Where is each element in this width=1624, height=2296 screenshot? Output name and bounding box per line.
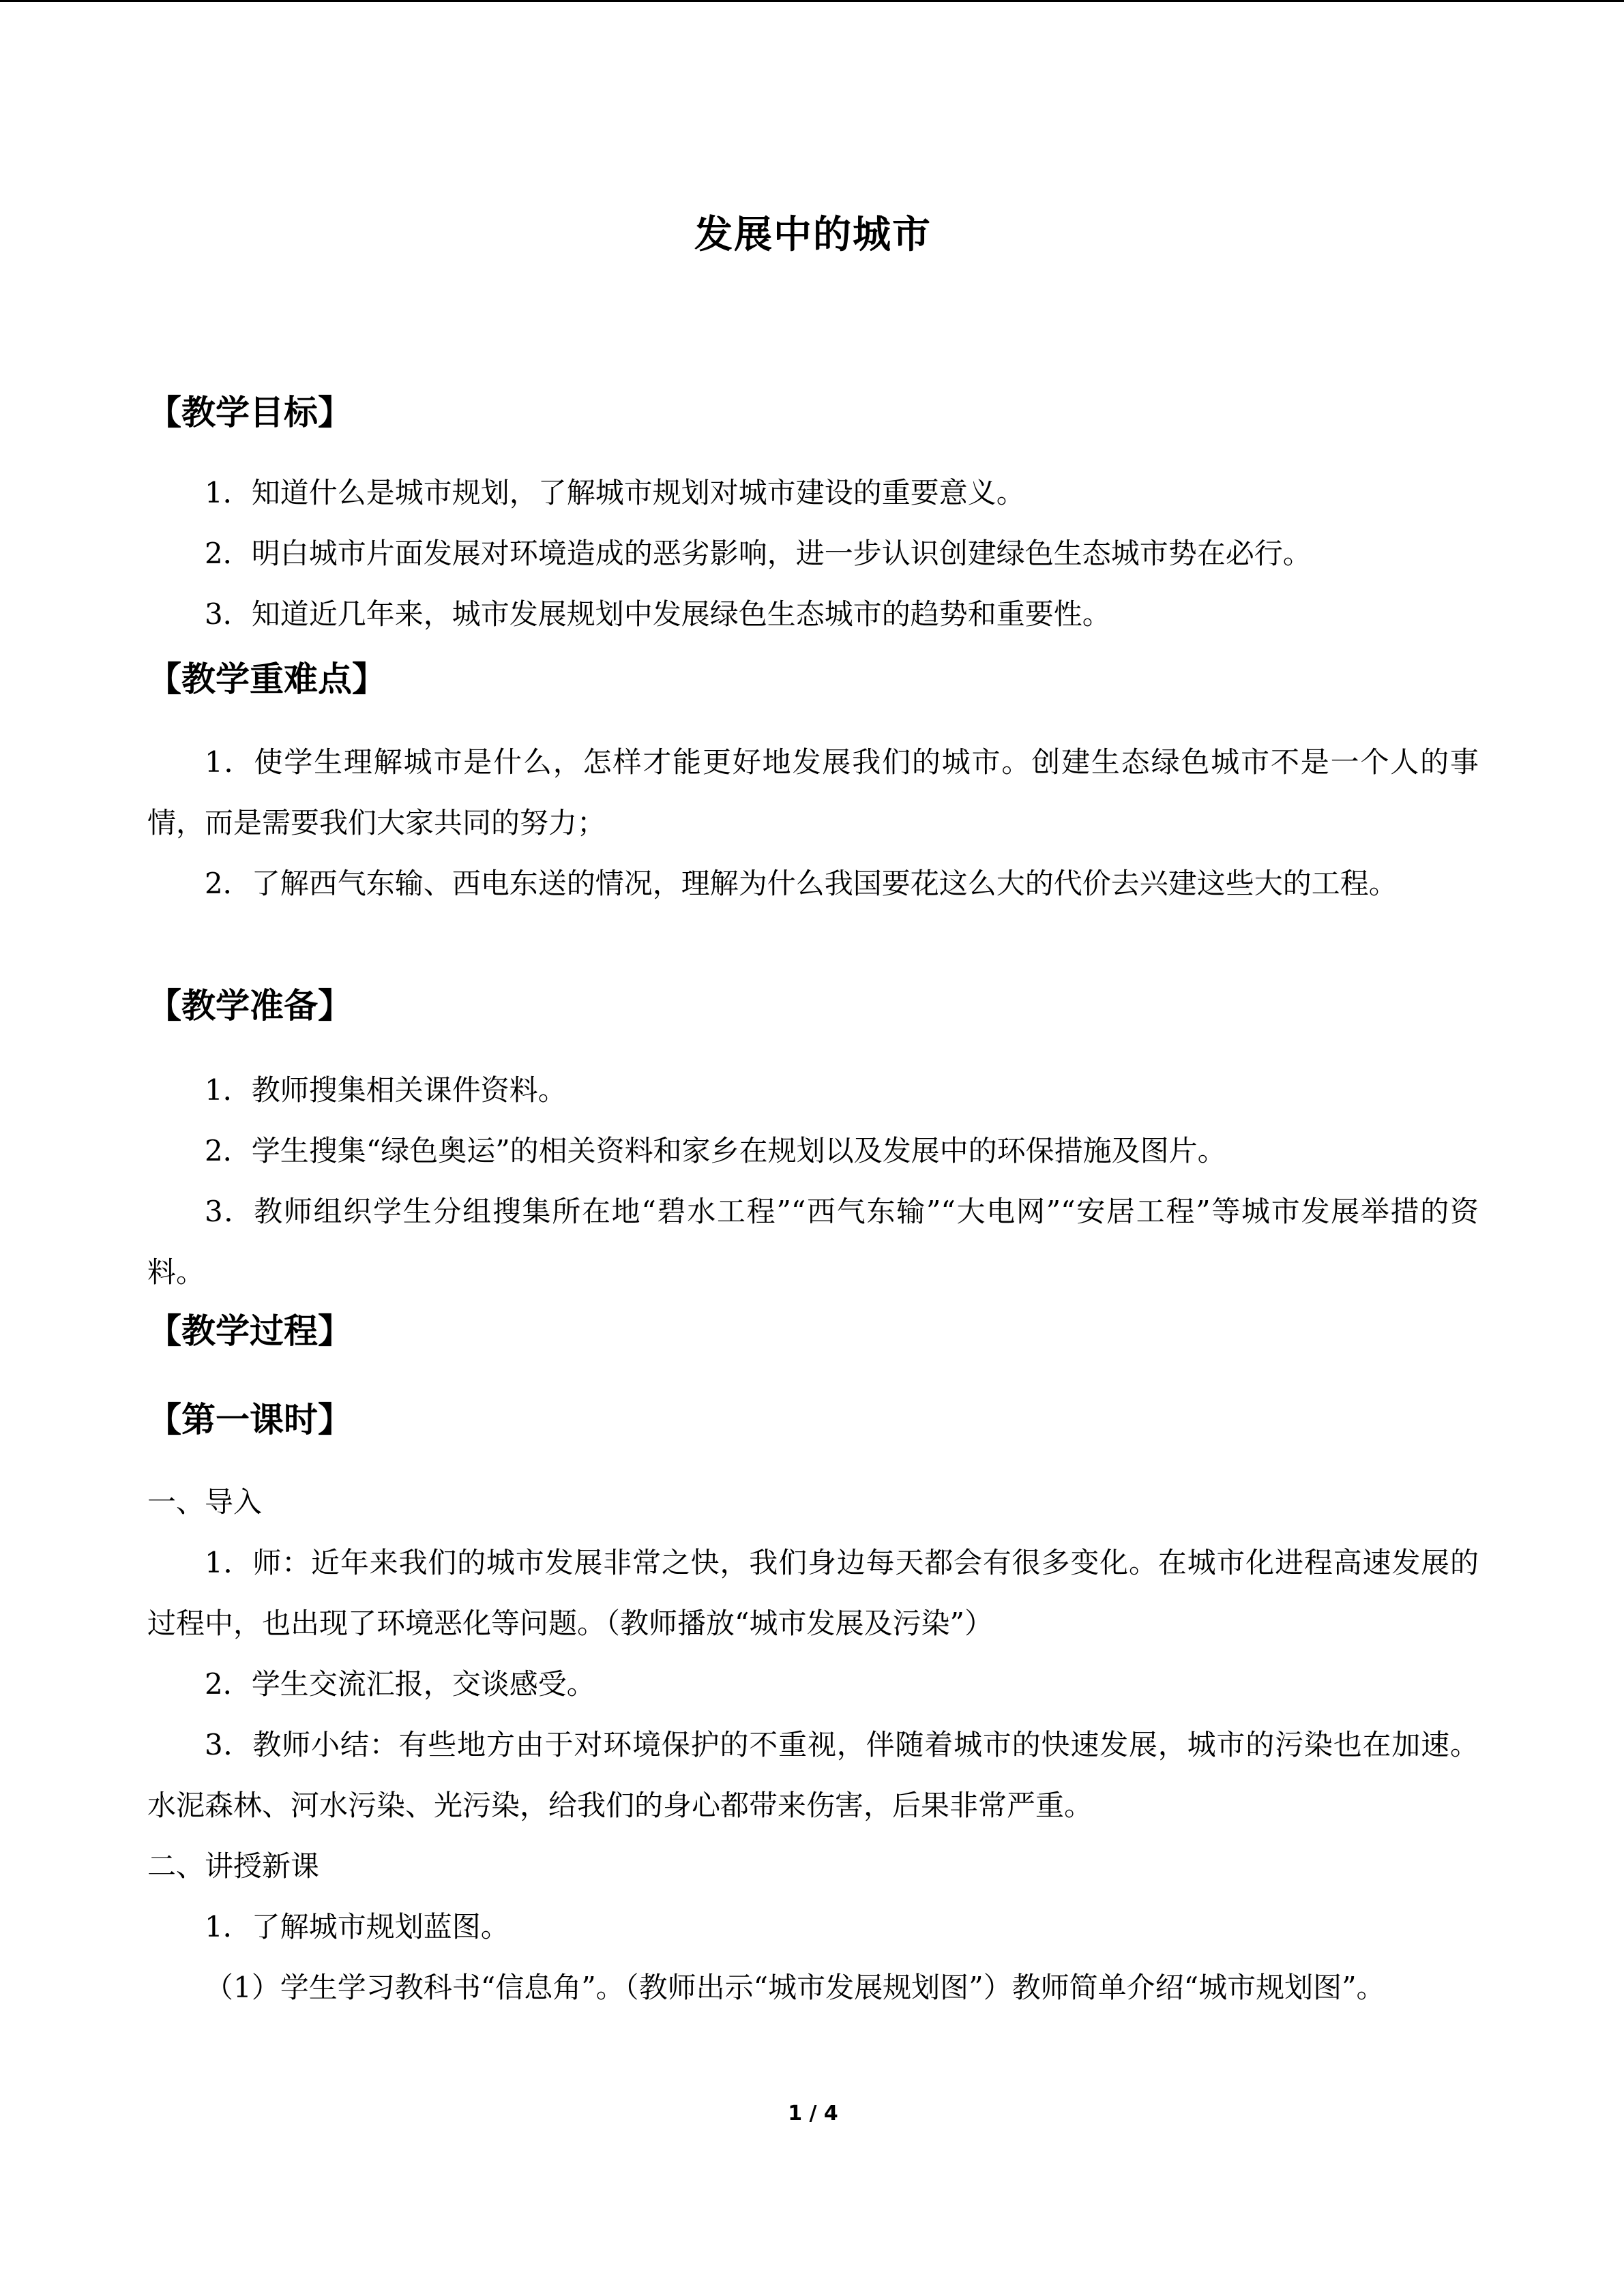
- objective-item-2: 2．明白城市片面发展对环境造成的恶劣影响，进一步认识创建绿色生态城市势在必行。: [205, 537, 1312, 570]
- intro-item-1: 1．师：近年来我们的城市发展非常之快，我们身边每天都会有很多变化。在城市化进程高速发展的过程中，也出现了环境恶化等问题。（教师播放“城市发展及污染”）: [147, 1546, 1479, 1640]
- section-intro-title: 一、导入: [147, 1485, 263, 1519]
- heading-teaching-objectives: 【教学目标】: [147, 393, 352, 432]
- document-title: 发展中的城市: [694, 213, 932, 257]
- intro-item-3: 3．教师小结：有些地方由于对环境保护的不重视，伴随着城市的快速发展，城市的污染也在加速。水泥森林、河水污染、光污染，给我们的身心都带来伤害，后果非常严重。: [147, 1728, 1479, 1822]
- key-point-item-1: 1．使学生理解城市是什么，怎样才能更好地发展我们的城市。创建生态绿色城市不是一个人的事情，而是需要我们大家共同的努力；: [147, 745, 1479, 839]
- new-lesson-item-1: 1．了解城市规划蓝图。: [205, 1910, 510, 1943]
- intro-item-2: 2．学生交流汇报，交谈感受。: [205, 1667, 595, 1701]
- preparation-item-2: 2．学生搜集“绿色奥运”的相关资料和家乡在规划以及发展中的环保措施及图片。: [205, 1134, 1226, 1167]
- section-new-lesson-title: 二、讲授新课: [147, 1849, 320, 1883]
- page-number: 1 / 4: [788, 2102, 838, 2126]
- key-point-item-2: 2．了解西气东输、西电东送的情况，理解为什么我国要花这么大的代价去兴建这些大的工程。: [205, 867, 1398, 900]
- heading-first-lesson: 【第一课时】: [147, 1400, 352, 1440]
- objective-item-3: 3．知道近几年来，城市发展规划中发展绿色生态城市的趋势和重要性。: [205, 597, 1111, 631]
- objective-item-1: 1．知道什么是城市规划，了解城市规划对城市建设的重要意义。: [205, 476, 1025, 509]
- preparation-item-3: 3．教师组织学生分组搜集所在地“碧水工程”“西气东输”“大电网”“安居工程”等城市发展举措的资料。: [147, 1195, 1479, 1289]
- new-lesson-item-2: （1）学生学习教科书“信息角”。（教师出示“城市发展规划图”）教师简单介绍“城市规划图”。: [205, 1971, 1385, 2004]
- document-page: [147, 0, 1479, 2296]
- heading-teaching-process: 【教学过程】: [147, 1311, 352, 1351]
- heading-key-points: 【教学重难点】: [147, 659, 386, 699]
- heading-preparation: 【教学准备】: [147, 986, 352, 1026]
- preparation-item-1: 1．教师搜集相关课件资料。: [205, 1073, 567, 1107]
